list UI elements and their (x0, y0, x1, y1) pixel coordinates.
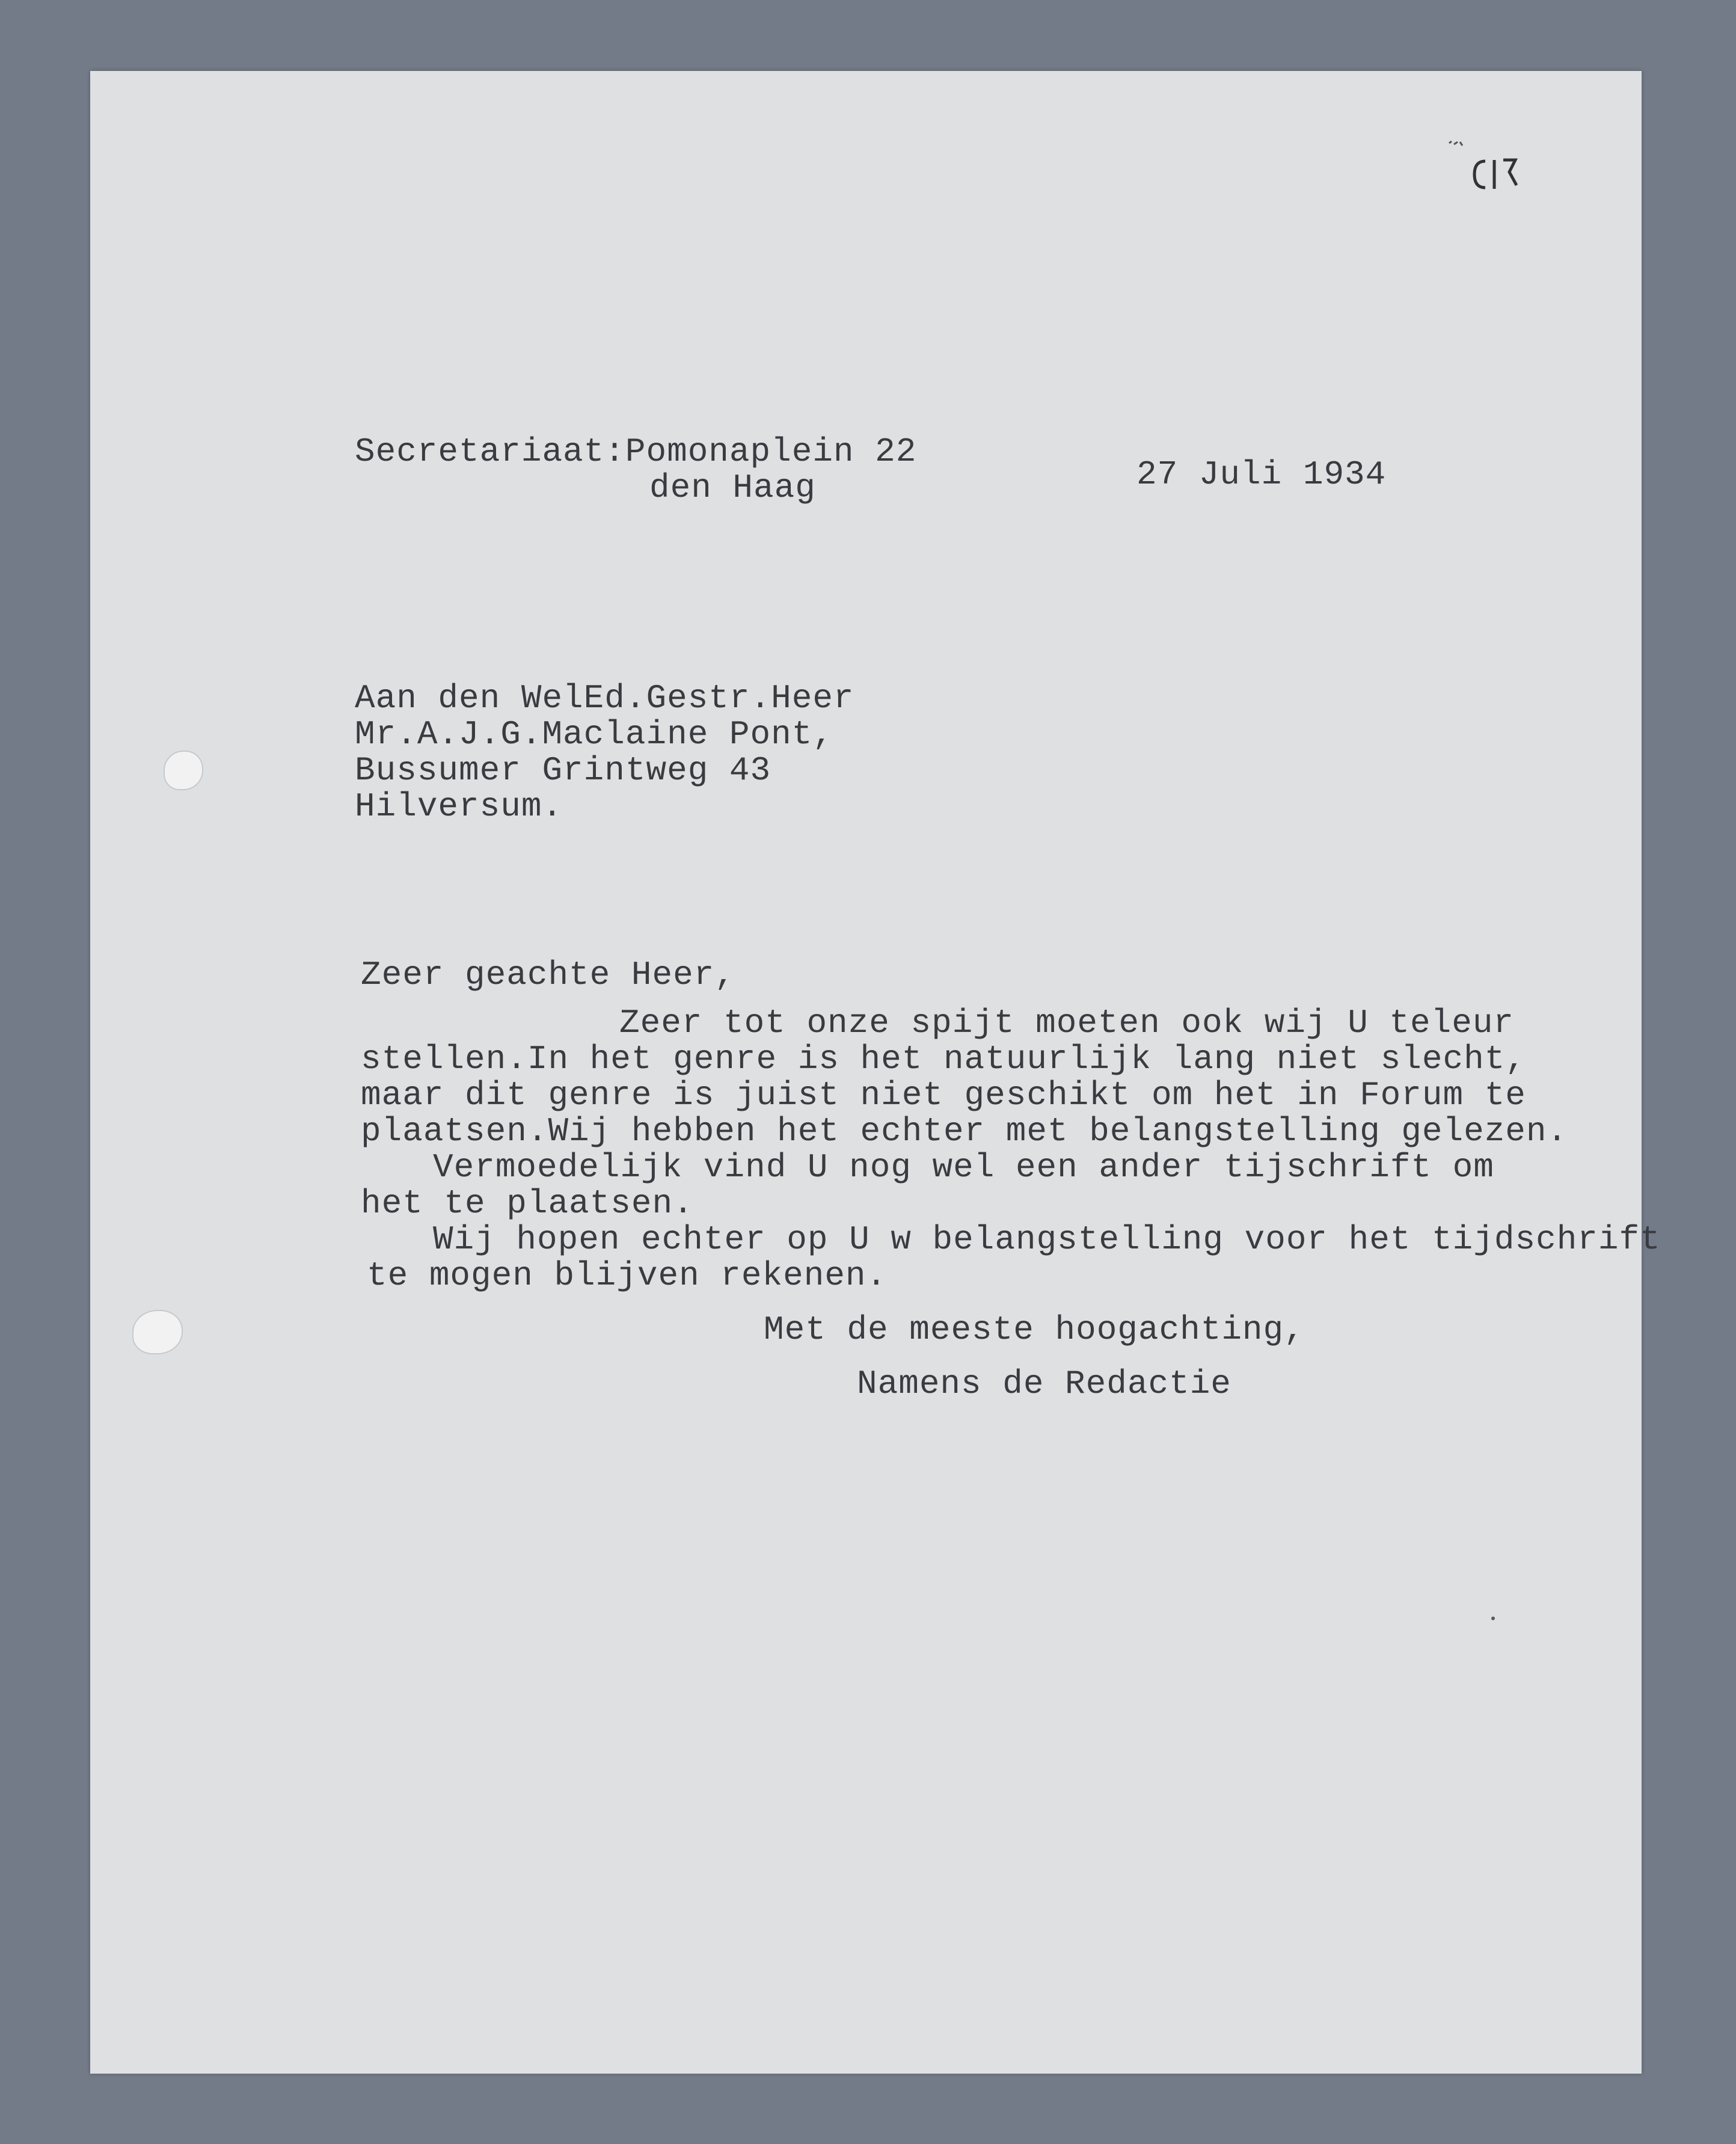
pencil-annotation (1443, 137, 1533, 203)
sender-line-2: den Haag (649, 468, 816, 507)
letter-sheet (90, 71, 1661, 2074)
sender-line-1: Secretariaat:Pomonaplein 22 (355, 432, 917, 471)
margin-dot (1491, 1617, 1495, 1620)
body-line-4: plaatsen.Wij hebben het echter met belangstelling gelezen. (361, 1112, 1568, 1150)
recipient-line-4: Hilversum. (355, 787, 563, 826)
body-line-6: het te plaatsen. (361, 1184, 694, 1223)
signature: Namens de Redactie (857, 1365, 1231, 1403)
recipient-line-3: Bussumer Grintweg 43 (355, 751, 771, 790)
punch-hole-bottom (132, 1310, 183, 1354)
body-line-2: stellen.In het genre is het natuurlijk lang niet slecht, (361, 1040, 1526, 1078)
letter-date: 27 Juli 1934 (1136, 455, 1387, 494)
body-line-3: maar dit genre is juist niet geschikt om het in Forum te (361, 1076, 1526, 1114)
body-line-7: Wij hopen echter op U w belangstelling voor het tijdschrift (433, 1220, 1661, 1259)
body-line-8: te mogen blijven rekenen. (367, 1256, 888, 1295)
recipient-line-1: Aan den WelEd.Gestr.Heer (355, 679, 854, 717)
recipient-line-2: Mr.A.J.G.Maclaine Pont, (355, 715, 833, 754)
punch-hole-top (164, 751, 203, 790)
salutation: Zeer geachte Heer, (361, 956, 735, 994)
closing: Met de meeste hoogachting, (764, 1310, 1305, 1349)
body-line-1: Zeer tot onze spijt moeten ook wij U teleur (619, 1004, 1515, 1042)
body-line-5: Vermoedelijk vind U nog wel een ander tijschrift om (433, 1148, 1494, 1187)
